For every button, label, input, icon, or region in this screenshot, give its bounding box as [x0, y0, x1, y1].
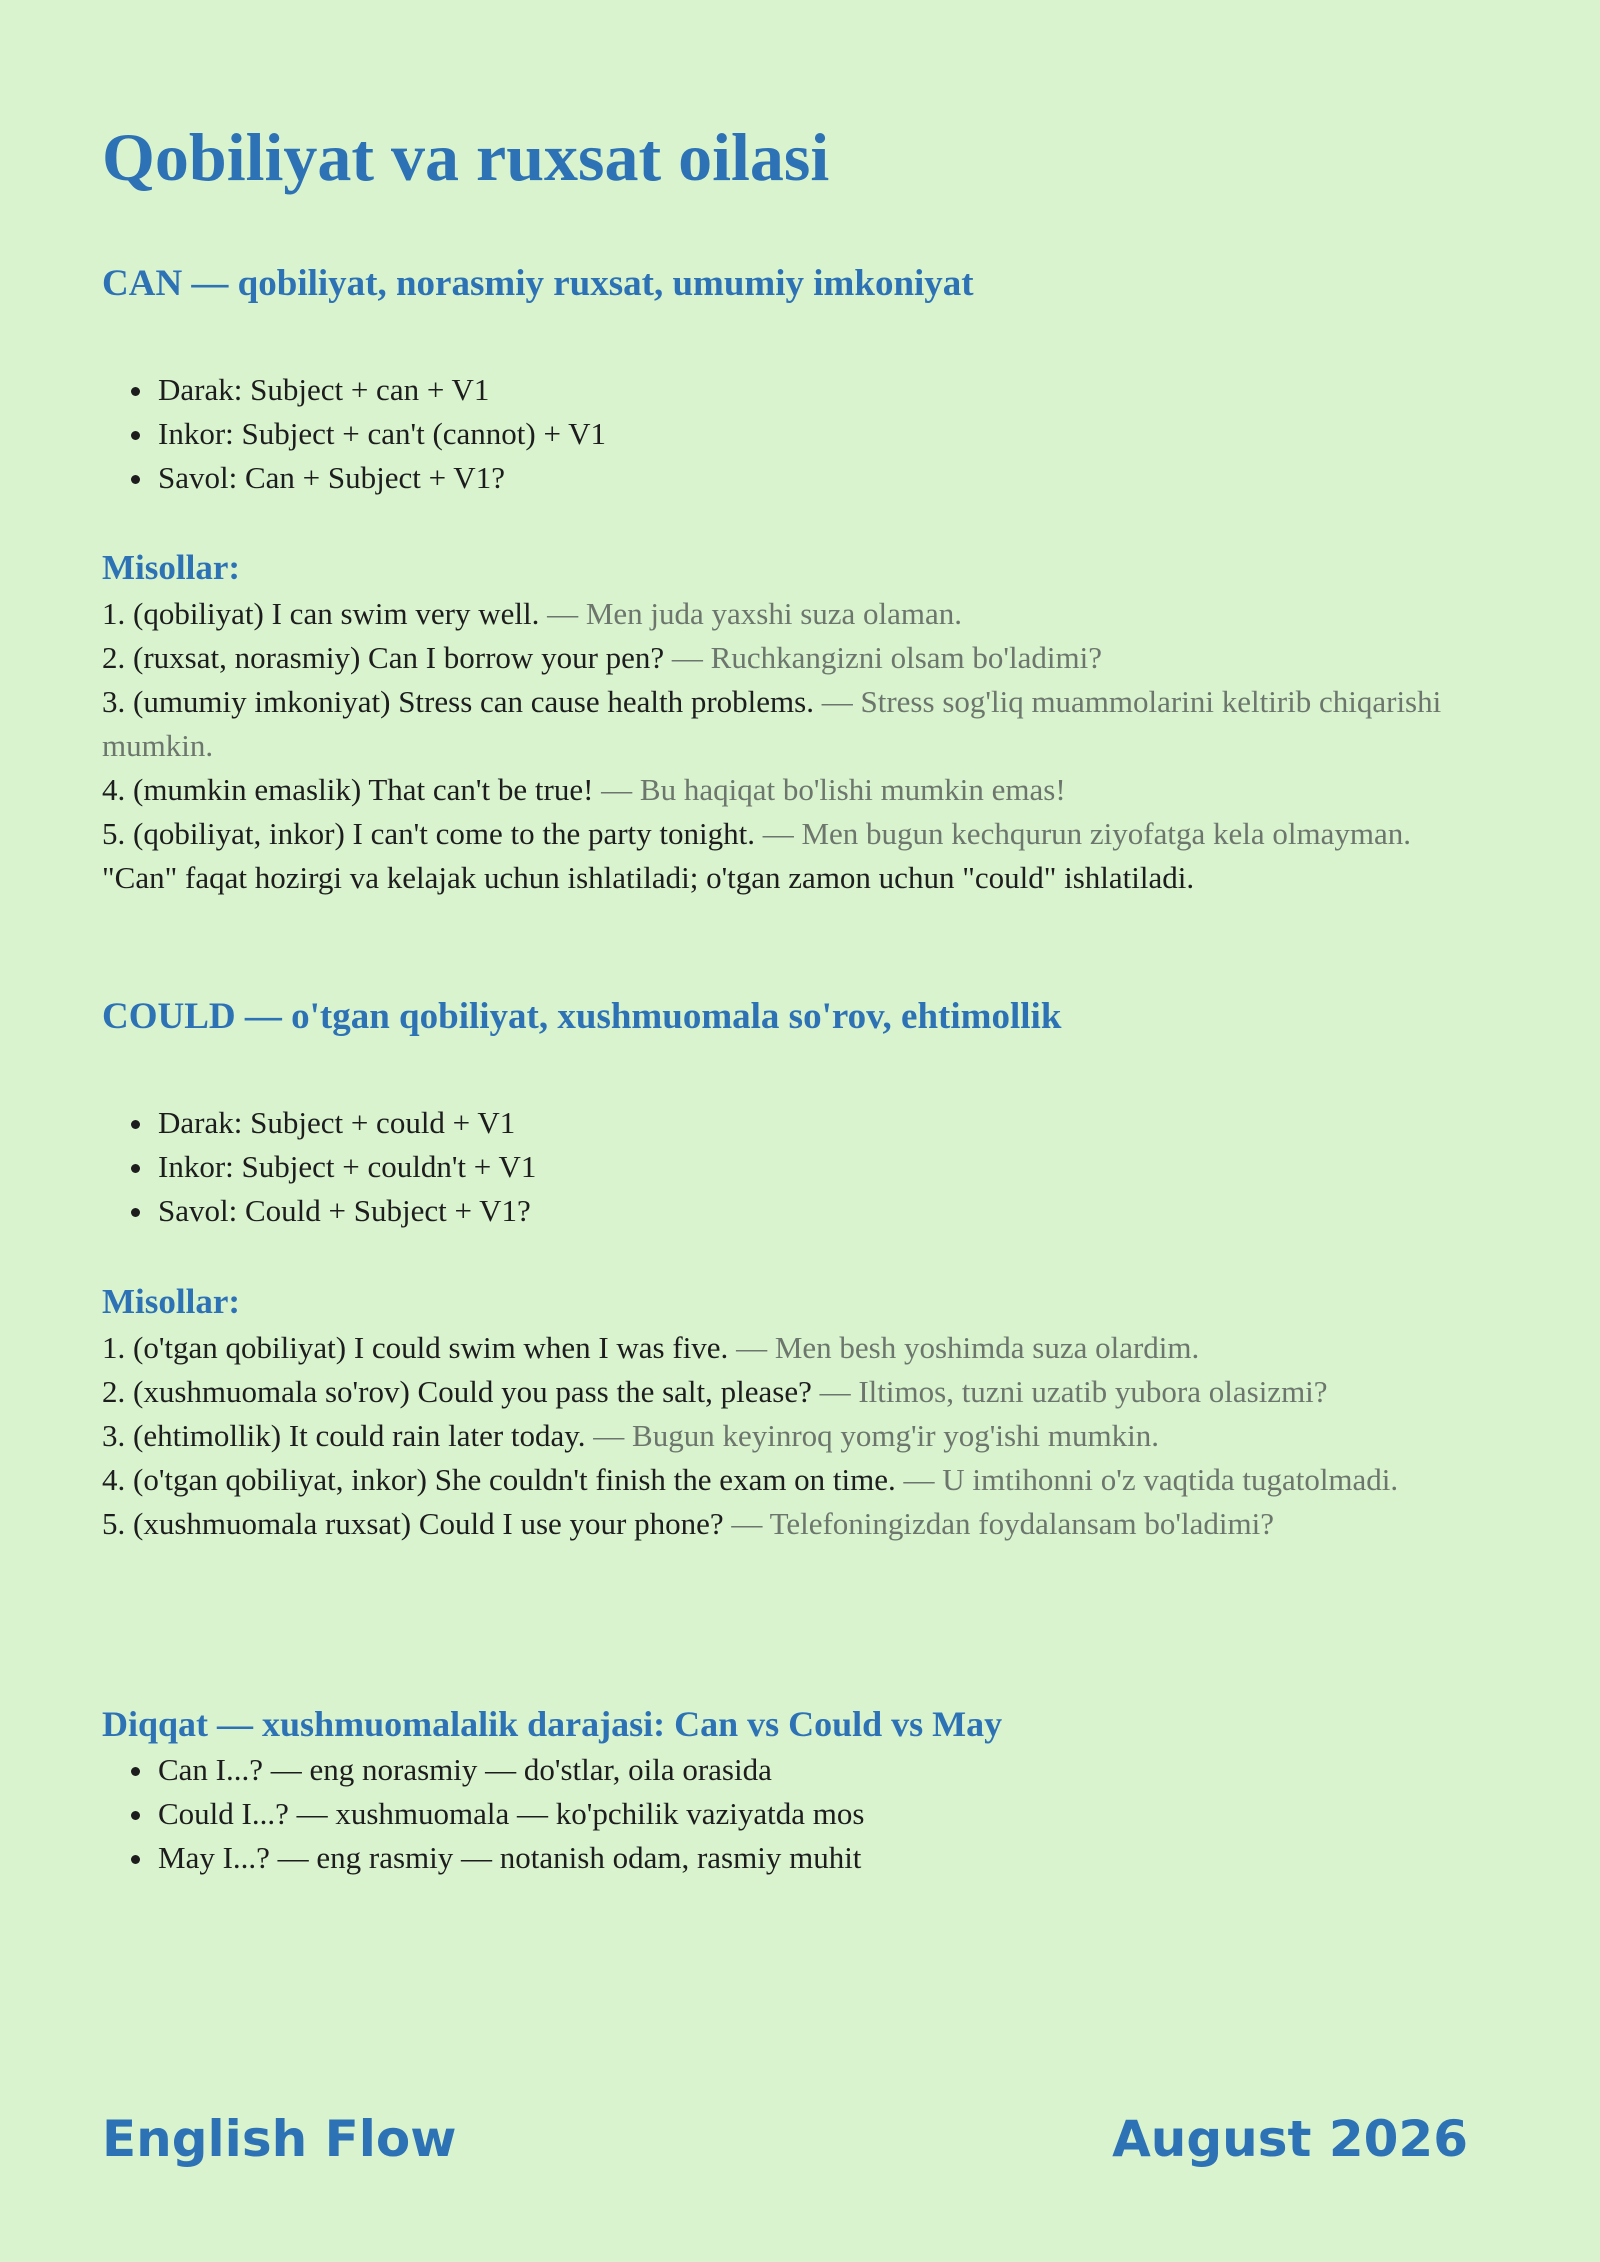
dash: —: [821, 684, 853, 719]
could-heading: COULD — o'tgan qobiliyat, xushmuomala so'rov, ehtimollik: [102, 996, 1062, 1037]
attention-item: • May I...? — eng rasmiy — notanish odam, rasmiy muhit: [156, 1836, 1502, 1880]
examples-title: Misollar:: [102, 548, 241, 587]
example-item: [102, 768, 1502, 812]
could-forms: [102, 1101, 1502, 1233]
example-item: [102, 680, 1502, 768]
dash: —: [903, 1462, 935, 1497]
example-translation: Stress sog'liq muammolarini keltirib chiqarishi mumkin.: [102, 684, 1442, 763]
could-examples: [102, 1278, 1502, 1546]
attention-item: • Could I...? — xushmuomala — ko'pchilik vaziyatda mos: [156, 1792, 1502, 1836]
can-section: [102, 262, 1502, 305]
example-item: [102, 592, 1502, 636]
example-english: 2. (ruxsat, norasmiy) Can I borrow your pen?: [102, 640, 665, 675]
brand-name: English Flow: [102, 2110, 457, 2168]
form-item: • Darak: Subject + can + V1: [156, 368, 1502, 412]
example-item: [102, 1502, 1502, 1546]
example-translation: Ruchkangizni olsam bo'ladimi?: [710, 640, 1102, 675]
example-item: [102, 1414, 1502, 1458]
example-translation: Men juda yaxshi suza olaman.: [585, 596, 963, 631]
example-english: 3. (ehtimollik) It could rain later today.: [102, 1418, 586, 1453]
example-translation: Men besh yoshimda suza olardim.: [774, 1330, 1200, 1365]
example-english: 5. (xushmuomala ruxsat) Could I use your phone?: [102, 1506, 724, 1541]
can-note: "Can" faqat hozirgi va kelajak uchun ishlatiladi; o'tgan zamon uchun "could" ishlatiladi.: [102, 860, 1195, 895]
footer-date: August 2026: [1112, 2110, 1468, 2168]
could-section: [102, 995, 1502, 1038]
can-heading: CAN — qobiliyat, norasmiy ruxsat, umumiy imkoniyat: [102, 263, 974, 304]
attention-heading: Diqqat — xushmuomalalik darajasi: Can vs Could vs May: [102, 1704, 1003, 1744]
example-translation: Telefoningizdan foydalansam bo'ladimi?: [769, 1506, 1274, 1541]
form-item: • Savol: Can + Subject + V1?: [156, 456, 1502, 500]
dash: —: [601, 772, 633, 807]
example-translation: Bugun keyinroq yomg'ir yog'ishi mumkin.: [632, 1418, 1159, 1453]
dash: —: [671, 640, 703, 675]
example-english: 1. (qobiliyat) I can swim very well.: [102, 596, 540, 631]
example-item: [102, 1326, 1502, 1370]
form-item: • Darak: Subject + could + V1: [156, 1101, 1502, 1145]
dash: —: [736, 1330, 768, 1365]
example-english: 5. (qobiliyat, inkor) I can't come to the party tonight.: [102, 816, 755, 851]
example-item: [102, 812, 1502, 856]
dash: —: [593, 1418, 625, 1453]
example-english: 4. (mumkin emaslik) That can't be true!: [102, 772, 594, 807]
form-item: • Inkor: Subject + couldn't + V1: [156, 1145, 1502, 1189]
dash: —: [731, 1506, 763, 1541]
dash: —: [819, 1374, 851, 1409]
form-item: • Savol: Could + Subject + V1?: [156, 1189, 1502, 1233]
can-examples: [102, 544, 1502, 900]
example-translation: Men bugun kechqurun ziyofatga kela olmayman.: [801, 816, 1411, 851]
example-translation: Iltimos, tuzni uzatib yubora olasizmi?: [858, 1374, 1328, 1409]
example-item: [102, 1370, 1502, 1414]
examples-title: Misollar:: [102, 1282, 241, 1321]
dash: —: [762, 816, 794, 851]
example-english: 4. (o'tgan qobiliyat, inkor) She couldn't finish the exam on time.: [102, 1462, 896, 1497]
example-translation: U imtihonni o'z vaqtida tugatolmadi.: [942, 1462, 1399, 1497]
example-item: [102, 1458, 1502, 1502]
form-item: • Inkor: Subject + can't (cannot) + V1: [156, 412, 1502, 456]
example-item: [102, 636, 1502, 680]
example-english: 2. (xushmuomala so'rov) Could you pass the salt, please?: [102, 1374, 812, 1409]
example-english: 1. (o'tgan qobiliyat) I could swim when I was five.: [102, 1330, 729, 1365]
example-english: 3. (umumiy imkoniyat) Stress can cause health problems.: [102, 684, 814, 719]
example-translation: Bu haqiqat bo'lishi mumkin emas!: [639, 772, 1066, 807]
can-forms: [102, 368, 1502, 500]
page-title: Qobiliyat va ruxsat oilasi: [102, 119, 830, 195]
dash: —: [547, 596, 579, 631]
attention-section: [102, 1700, 1502, 1880]
attention-item: • Can I...? — eng norasmiy — do'stlar, oila orasida: [156, 1748, 1502, 1792]
